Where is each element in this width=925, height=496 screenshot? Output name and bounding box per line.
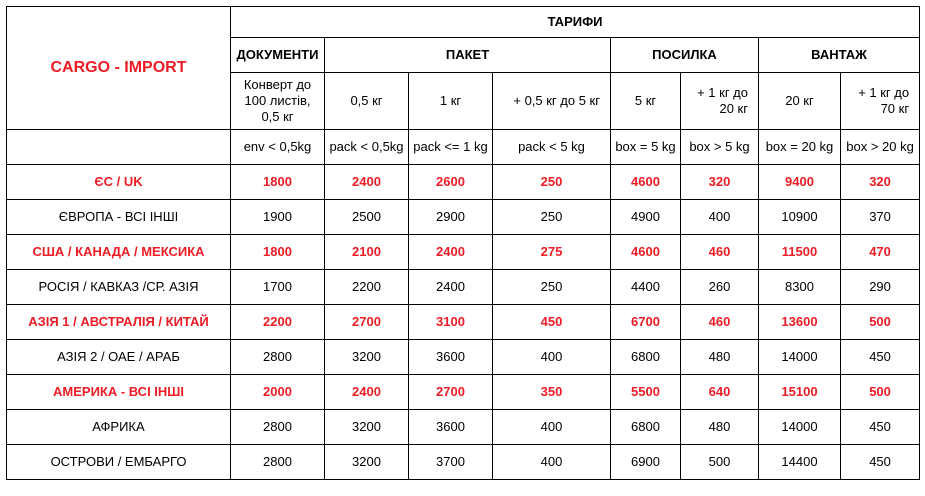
region-cell: ЄС / UK (7, 165, 231, 200)
code-header: pack < 0,5kg (325, 130, 409, 165)
code-header: env < 0,5kg (231, 130, 325, 165)
price-cell: 4400 (611, 270, 681, 305)
price-cell: 2800 (231, 340, 325, 375)
price-cell: 320 (841, 165, 920, 200)
table-row (7, 235, 920, 270)
weight-header: 20 кг (759, 73, 841, 130)
price-cell: 275 (493, 235, 611, 270)
price-cell: 2200 (231, 305, 325, 340)
price-cell: 2900 (409, 200, 493, 235)
price-cell: 480 (681, 410, 759, 445)
price-cell: 1800 (231, 165, 325, 200)
price-cell: 250 (493, 200, 611, 235)
price-cell: 3600 (409, 410, 493, 445)
price-cell: 3200 (325, 445, 409, 480)
category-parcel: ПОСИЛКА (611, 38, 759, 73)
weight-header: Конверт до 100 листів, 0,5 кг (231, 73, 325, 130)
price-cell: 5500 (611, 375, 681, 410)
price-cell: 2400 (409, 270, 493, 305)
region-cell: АЗІЯ 2 / ОАЕ / АРАБ (7, 340, 231, 375)
price-cell: 2400 (325, 165, 409, 200)
price-cell: 6900 (611, 445, 681, 480)
price-cell: 4900 (611, 200, 681, 235)
table-row (7, 375, 920, 410)
price-cell: 1800 (231, 235, 325, 270)
region-cell: АЗІЯ 1 / АВСТРАЛІЯ / КИТАЙ (7, 305, 231, 340)
code-header: pack <= 1 kg (409, 130, 493, 165)
price-cell: 2200 (325, 270, 409, 305)
table-row (7, 270, 920, 305)
price-cell: 4600 (611, 235, 681, 270)
price-cell: 640 (681, 375, 759, 410)
price-cell: 13600 (759, 305, 841, 340)
price-cell: 2700 (409, 375, 493, 410)
price-cell: 8300 (759, 270, 841, 305)
category-cargo: ВАНТАЖ (759, 38, 920, 73)
price-cell: 6700 (611, 305, 681, 340)
price-cell: 6800 (611, 410, 681, 445)
code-header: pack < 5 kg (493, 130, 611, 165)
price-cell: 15100 (759, 375, 841, 410)
price-cell: 2800 (231, 445, 325, 480)
category-documents: ДОКУМЕНТИ (231, 38, 325, 73)
price-cell: 2700 (325, 305, 409, 340)
price-cell: 460 (681, 235, 759, 270)
price-cell: 290 (841, 270, 920, 305)
region-cell: АФРИКА (7, 410, 231, 445)
price-cell: 450 (841, 340, 920, 375)
price-cell: 3200 (325, 340, 409, 375)
price-cell: 500 (841, 375, 920, 410)
price-cell: 6800 (611, 340, 681, 375)
tariff-table (6, 6, 920, 480)
price-cell: 400 (681, 200, 759, 235)
code-header: box = 5 kg (611, 130, 681, 165)
price-cell: 14000 (759, 410, 841, 445)
price-cell: 250 (493, 165, 611, 200)
price-cell: 450 (841, 410, 920, 445)
price-cell: 260 (681, 270, 759, 305)
price-cell: 500 (841, 305, 920, 340)
region-cell: ЄВРОПА - ВСІ ІНШІ (7, 200, 231, 235)
price-cell: 2400 (325, 375, 409, 410)
code-header: box = 20 kg (759, 130, 841, 165)
weight-header: + 1 кг до 70 кг (841, 73, 920, 130)
table-title: CARGO - IMPORT (7, 7, 231, 130)
category-package: ПАКЕТ (325, 38, 611, 73)
price-cell: 320 (681, 165, 759, 200)
price-cell: 450 (493, 305, 611, 340)
weight-header: 1 кг (409, 73, 493, 130)
tariff-table-body (7, 165, 920, 480)
price-cell: 14400 (759, 445, 841, 480)
price-cell: 460 (681, 305, 759, 340)
table-row (7, 165, 920, 200)
price-cell: 350 (493, 375, 611, 410)
table-row (7, 340, 920, 375)
weight-header: 5 кг (611, 73, 681, 130)
price-cell: 11500 (759, 235, 841, 270)
table-row (7, 305, 920, 340)
weight-header: + 1 кг до 20 кг (681, 73, 759, 130)
region-cell: ОСТРОВИ / ЕМБАРГО (7, 445, 231, 480)
weight-header: + 0,5 кг до 5 кг (493, 73, 611, 130)
price-cell: 3200 (325, 410, 409, 445)
price-cell: 450 (841, 445, 920, 480)
price-cell: 500 (681, 445, 759, 480)
price-cell: 2800 (231, 410, 325, 445)
price-cell: 370 (841, 200, 920, 235)
price-cell: 250 (493, 270, 611, 305)
price-cell: 2100 (325, 235, 409, 270)
region-cell: АМЕРИКА - ВСІ ІНШІ (7, 375, 231, 410)
price-cell: 1700 (231, 270, 325, 305)
code-header: box > 20 kg (841, 130, 920, 165)
price-cell: 14000 (759, 340, 841, 375)
price-cell: 10900 (759, 200, 841, 235)
region-cell: США / КАНАДА / МЕКСИКА (7, 235, 231, 270)
price-cell: 4600 (611, 165, 681, 200)
price-cell: 3700 (409, 445, 493, 480)
price-cell: 400 (493, 445, 611, 480)
table-row (7, 200, 920, 235)
codes-row-spacer (7, 130, 231, 165)
price-cell: 3100 (409, 305, 493, 340)
table-row (7, 410, 920, 445)
price-cell: 9400 (759, 165, 841, 200)
price-cell: 2600 (409, 165, 493, 200)
tariffs-group-header: ТАРИФИ (231, 7, 920, 38)
price-cell: 2500 (325, 200, 409, 235)
table-row (7, 445, 920, 480)
price-cell: 1900 (231, 200, 325, 235)
price-cell: 480 (681, 340, 759, 375)
tariff-table-header (7, 7, 920, 165)
weight-header: 0,5 кг (325, 73, 409, 130)
price-cell: 2000 (231, 375, 325, 410)
price-cell: 470 (841, 235, 920, 270)
price-cell: 400 (493, 410, 611, 445)
price-cell: 2400 (409, 235, 493, 270)
price-cell: 3600 (409, 340, 493, 375)
region-cell: РОСІЯ / КАВКАЗ /СР. АЗІЯ (7, 270, 231, 305)
price-cell: 400 (493, 340, 611, 375)
code-header: box > 5 kg (681, 130, 759, 165)
